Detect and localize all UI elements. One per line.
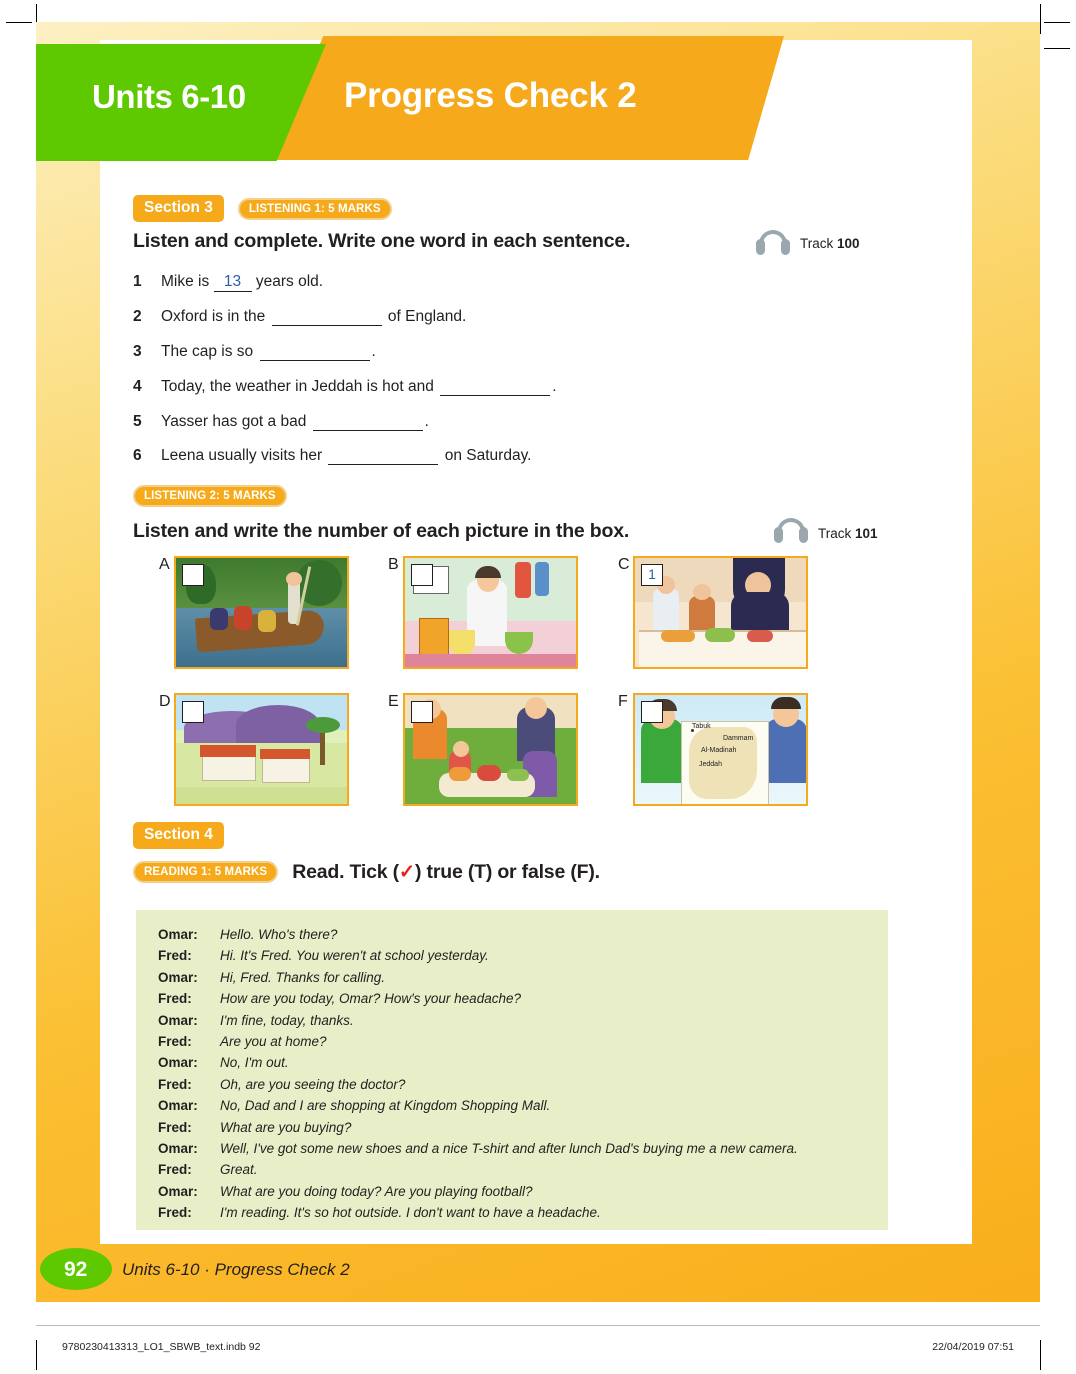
picture-letter-e: E (388, 693, 399, 710)
dialogue-text: What are you buying? (220, 1119, 352, 1135)
print-info-right: 22/04/2019 07:51 (932, 1341, 1014, 1353)
track-2-word: Track (818, 526, 852, 541)
reading-1-instruction (292, 860, 600, 884)
question-text-4-after: . (552, 378, 557, 395)
footer-divider (36, 1325, 1040, 1326)
crop-mark-tl-h (6, 22, 32, 23)
question-row-4 (133, 378, 557, 396)
question-text-4-before: Today, the weather in Jeddah is hot and (161, 378, 434, 395)
dialogue-text: Hi, Fred. Thanks for calling. (220, 969, 386, 985)
dialogue-text: I'm fine, today, thanks. (220, 1012, 354, 1028)
dialogue-speaker: Fred: (158, 948, 192, 964)
dialogue-speaker: Fred: (158, 1076, 192, 1092)
crop-mark-tr-h (1044, 22, 1070, 23)
dialogue-text: Are you at home? (220, 1034, 327, 1050)
question-number-5: 5 (133, 413, 142, 430)
picture-d-answer-box[interactable] (182, 701, 204, 723)
listening-1-instruction: Listen and complete. Write one word in each sentence. (133, 230, 631, 252)
question-row-1 (133, 273, 323, 292)
track-1-word: Track (800, 236, 834, 251)
dialogue-text: I'm reading. It's so hot outside. I don't want to have a headache. (220, 1205, 601, 1221)
picture-c-answer-box[interactable]: 1 (641, 564, 663, 586)
question-number-3: 3 (133, 343, 142, 360)
dialogue-text: Oh, are you seeing the doctor? (220, 1076, 406, 1092)
picture-letter-d: D (159, 693, 171, 710)
dialogue-line (136, 1159, 888, 1180)
dialogue-text: Hello. Who's there? (220, 927, 338, 942)
picture-f-answer-box[interactable] (641, 701, 663, 723)
footer-text: Units 6-10 · Progress Check 2 (122, 1260, 350, 1279)
question-number-2: 2 (133, 308, 142, 325)
picture-a-answer-box[interactable] (182, 564, 204, 586)
reading-instruction-before: Read. Tick ( (292, 861, 399, 883)
track-1-number: 100 (837, 236, 860, 251)
reading-instruction-after: ) true (T) or false (F). (415, 861, 600, 883)
dialogue-text: No, Dad and I are shopping at Kingdom Shopping Mall. (220, 1098, 551, 1114)
reading-1-badge: READING 1: 5 MARKS (133, 861, 278, 883)
header-units-label: Units 6-10 (92, 78, 246, 115)
picture-letter-b: B (388, 556, 399, 573)
question-blank-5[interactable] (313, 415, 423, 431)
question-text-1-after: years old. (255, 273, 324, 290)
dialogue-line (136, 1138, 888, 1159)
question-blank-6[interactable] (328, 449, 438, 465)
page-title: Progress Check 2 (344, 76, 637, 115)
dialogue-speaker: Omar: (158, 1012, 198, 1028)
dialogue-text: Great. (220, 1162, 258, 1178)
track-2-number: 101 (855, 526, 878, 541)
section-3-label: Section 3 (133, 195, 224, 222)
question-number-6: 6 (133, 447, 142, 464)
dialogue-speaker: Omar: (158, 1098, 198, 1114)
question-row-5 (133, 413, 429, 431)
dialogue-line (136, 1031, 888, 1052)
dialogue-speaker: Fred: (158, 1162, 192, 1178)
dialogue-line (136, 1010, 888, 1031)
section-4-header (133, 822, 224, 849)
dialogue-line (136, 1181, 888, 1202)
question-text-3-before: The cap is so (161, 343, 254, 360)
picture-b-answer-box[interactable] (411, 564, 433, 586)
question-number-4: 4 (133, 378, 142, 395)
picture-f: Tabuk Dammam Al-Madinah Jeddah (633, 693, 808, 806)
dialogue-text: What are you doing today? Are you playing football? (220, 1183, 533, 1199)
question-text-6-after: on Saturday. (444, 447, 532, 464)
page-number: 92 (64, 1258, 88, 1281)
dialogue-speaker: Omar: (158, 927, 198, 942)
question-row-2 (133, 308, 466, 326)
section-4-label: Section 4 (133, 822, 224, 849)
question-text-5-after: . (424, 413, 429, 430)
question-number-1: 1 (133, 273, 142, 290)
listening-2-badge: LISTENING 2: 5 MARKS (133, 485, 287, 507)
print-info-left: 9780230413313_LO1_SBWB_text.indb 92 (62, 1341, 261, 1353)
question-text-5-before: Yasser has got a bad (161, 413, 307, 430)
dialogue-line (136, 924, 888, 945)
listening-2-header (133, 485, 287, 507)
question-row-6 (133, 447, 532, 465)
dialogue-line (136, 1074, 888, 1095)
question-text-2-before: Oxford is in the (161, 308, 266, 325)
dialogue-line (136, 988, 888, 1009)
picture-letter-c: C (618, 556, 630, 573)
dialogue-line (136, 1095, 888, 1116)
dialogue-text: No, I'm out. (220, 1055, 289, 1071)
crop-mark-br-v (1040, 1340, 1041, 1370)
question-text-1-before: Mike is (161, 273, 210, 290)
dialogue-text: Well, I've got some new shoes and a nice T-shirt and after lunch Dad's buying me a new camera. (220, 1141, 798, 1157)
dialogue-speaker: Fred: (158, 1034, 192, 1050)
reading-1-header (133, 860, 600, 884)
dialogue-speaker: Fred: (158, 1119, 192, 1135)
crop-mark-bl-v (36, 1340, 37, 1370)
track-2-label (818, 526, 878, 541)
question-blank-2[interactable] (272, 310, 382, 326)
track-1-label (800, 236, 860, 251)
headphones-icon-1 (756, 230, 790, 256)
question-text-2-after: of England. (387, 308, 467, 325)
picture-letter-a: A (159, 556, 170, 573)
dialogue-speaker: Omar: (158, 1141, 198, 1157)
listening-2-instruction: Listen and write the number of each picture in the box. (133, 520, 630, 542)
question-row-3 (133, 343, 376, 361)
dialogue-line (136, 1117, 888, 1138)
question-text-3-after: . (371, 343, 376, 360)
crop-mark-tr-h2 (1044, 48, 1070, 49)
question-blank-3[interactable] (260, 345, 370, 361)
dialogue-text: Hi. It's Fred. You weren't at school yesterday. (220, 948, 489, 964)
dialogue-line (136, 967, 888, 988)
picture-e-answer-box[interactable] (411, 701, 433, 723)
dialogue-line (136, 945, 888, 966)
crop-mark-tr-v (1040, 4, 1041, 34)
tick-icon: ✓ (398, 861, 416, 883)
dialogue-speaker: Omar: (158, 969, 198, 985)
dialogue-line (136, 1052, 888, 1073)
dialogue-box (136, 910, 888, 1230)
dialogue-line (136, 1202, 888, 1223)
listening-1-badge: LISTENING 1: 5 MARKS (238, 198, 392, 220)
section-3-header (133, 195, 392, 222)
dialogue-speaker: Fred: (158, 1205, 192, 1221)
dialogue-text: How are you today, Omar? How's your headache? (220, 991, 521, 1007)
dialogue-speaker: Omar: (158, 1055, 198, 1071)
question-text-6-before: Leena usually visits her (161, 447, 323, 464)
dialogue-speaker: Omar: (158, 1183, 198, 1199)
headphones-icon-2 (774, 518, 808, 544)
dialogue-speaker: Fred: (158, 991, 192, 1007)
question-answer-1[interactable]: 13 (214, 273, 252, 292)
question-blank-4[interactable] (440, 380, 550, 396)
picture-letter-f: F (618, 693, 628, 710)
